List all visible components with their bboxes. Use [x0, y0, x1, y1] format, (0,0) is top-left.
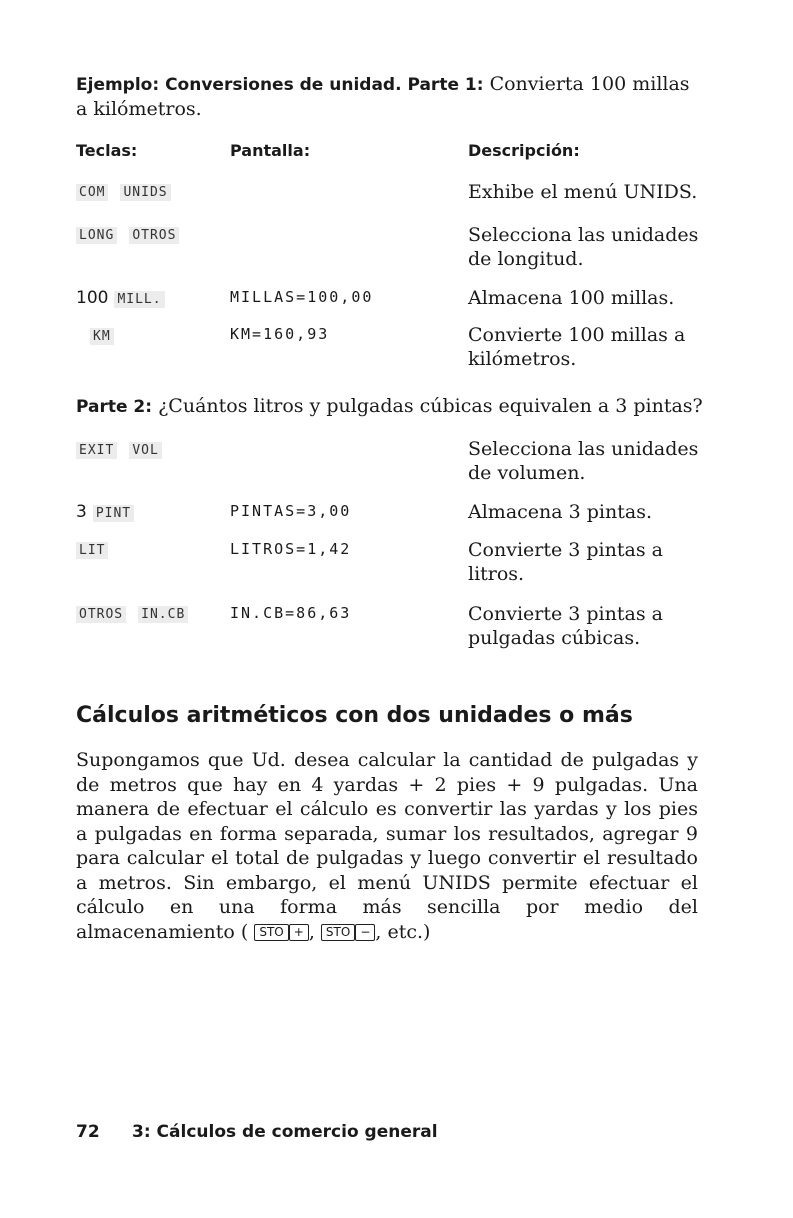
keys-row-6: [76, 502, 146, 522]
description-row-5: Selecciona las unidades de volumen.: [468, 438, 699, 484]
menu-key[interactable]: IN.CB: [138, 606, 188, 623]
menu-key[interactable]: KM: [90, 328, 114, 345]
example-text: Convierta 100 millas a kilómetros.: [76, 73, 690, 120]
menu-key[interactable]: EXIT: [76, 442, 117, 459]
description-row-7: Convierte 3 pintas a litros.: [468, 539, 663, 585]
menu-key[interactable]: LIT: [76, 542, 108, 559]
menu-key[interactable]: PINT: [93, 505, 134, 522]
keys-row-5: [76, 440, 174, 458]
description-row-8: Convierte 3 pintas a pulgadas cúbicas.: [468, 603, 663, 649]
menu-key[interactable]: MILL.: [114, 291, 164, 308]
number-entry: 3: [76, 502, 87, 522]
description-row-6: Almacena 3 pintas.: [468, 501, 652, 523]
menu-key[interactable]: UNIDS: [120, 184, 170, 201]
example-intro: [76, 72, 696, 121]
plus-key: +: [289, 924, 309, 941]
display-row-6: PINTAS=3,00: [230, 502, 352, 520]
menu-key[interactable]: COM: [76, 184, 108, 201]
menu-key[interactable]: OTROS: [76, 606, 126, 623]
section-title: Cálculos aritméticos con dos unidades o más: [76, 703, 633, 728]
display-row-8: IN.CB=86,63: [230, 604, 352, 622]
paragraph-end: , etc.): [375, 920, 431, 943]
paragraph-text: Supongamos que Ud. desea calcular la cantidad de pulgadas y de metros que hay en 4 yardas + 2 pies + 9 pulgadas. Una manera de efectuar el cálculo es convertir las yardas y los pies a pulgadas en forma separada, sumar los resultados, agregar 9 para calcular el total de pulgadas y luego convertir el resultado a metros. Sin embargo, el menú UNIDS permite efectuar el cálculo en una forma más sencilla por medio del almacenamiento (: [76, 749, 698, 943]
sto-key: STO: [254, 924, 288, 941]
display-row-3: MILLAS=100,00: [230, 288, 374, 306]
keys-row-2: [76, 225, 191, 243]
header-keys: Teclas:: [76, 141, 138, 160]
description-row-4: Convierte 100 millas a kilómetros.: [468, 324, 686, 370]
display-row-7: LITROS=1,42: [230, 540, 352, 558]
keys-row-1: [76, 182, 183, 200]
chapter-title: 3: Cálculos de comercio general: [132, 1122, 438, 1142]
header-description: Descripción:: [468, 141, 580, 160]
page-number: 72: [76, 1122, 100, 1142]
description-row-3: Almacena 100 millas.: [468, 287, 675, 309]
description-row-2: Selecciona las unidades de longitud.: [468, 224, 699, 270]
paragraph-sep: ,: [308, 920, 321, 943]
description-row-1: Exhibe el menú UNIDS.: [468, 181, 698, 203]
part2-label: Parte 2:: [76, 397, 153, 417]
keys-row-7: [76, 540, 120, 558]
display-row-4: KM=160,93: [230, 325, 330, 343]
number-entry: 100: [76, 288, 109, 308]
menu-key[interactable]: VOL: [129, 442, 161, 459]
keys-row-4: [76, 326, 126, 344]
part2-question: [76, 395, 703, 417]
header-display: Pantalla:: [230, 141, 311, 160]
keys-row-3: [76, 288, 177, 308]
sto-key: STO: [321, 924, 355, 941]
example-label: Ejemplo: Conversiones de unidad. Parte 1:: [76, 75, 484, 95]
body-paragraph: [76, 748, 698, 944]
minus-key: −: [355, 924, 375, 941]
keys-row-8: [76, 604, 200, 622]
part2-text: ¿Cuántos litros y pulgadas cúbicas equivalen a 3 pintas?: [152, 395, 703, 417]
menu-key[interactable]: OTROS: [129, 227, 179, 244]
menu-key[interactable]: LONG: [76, 227, 117, 244]
